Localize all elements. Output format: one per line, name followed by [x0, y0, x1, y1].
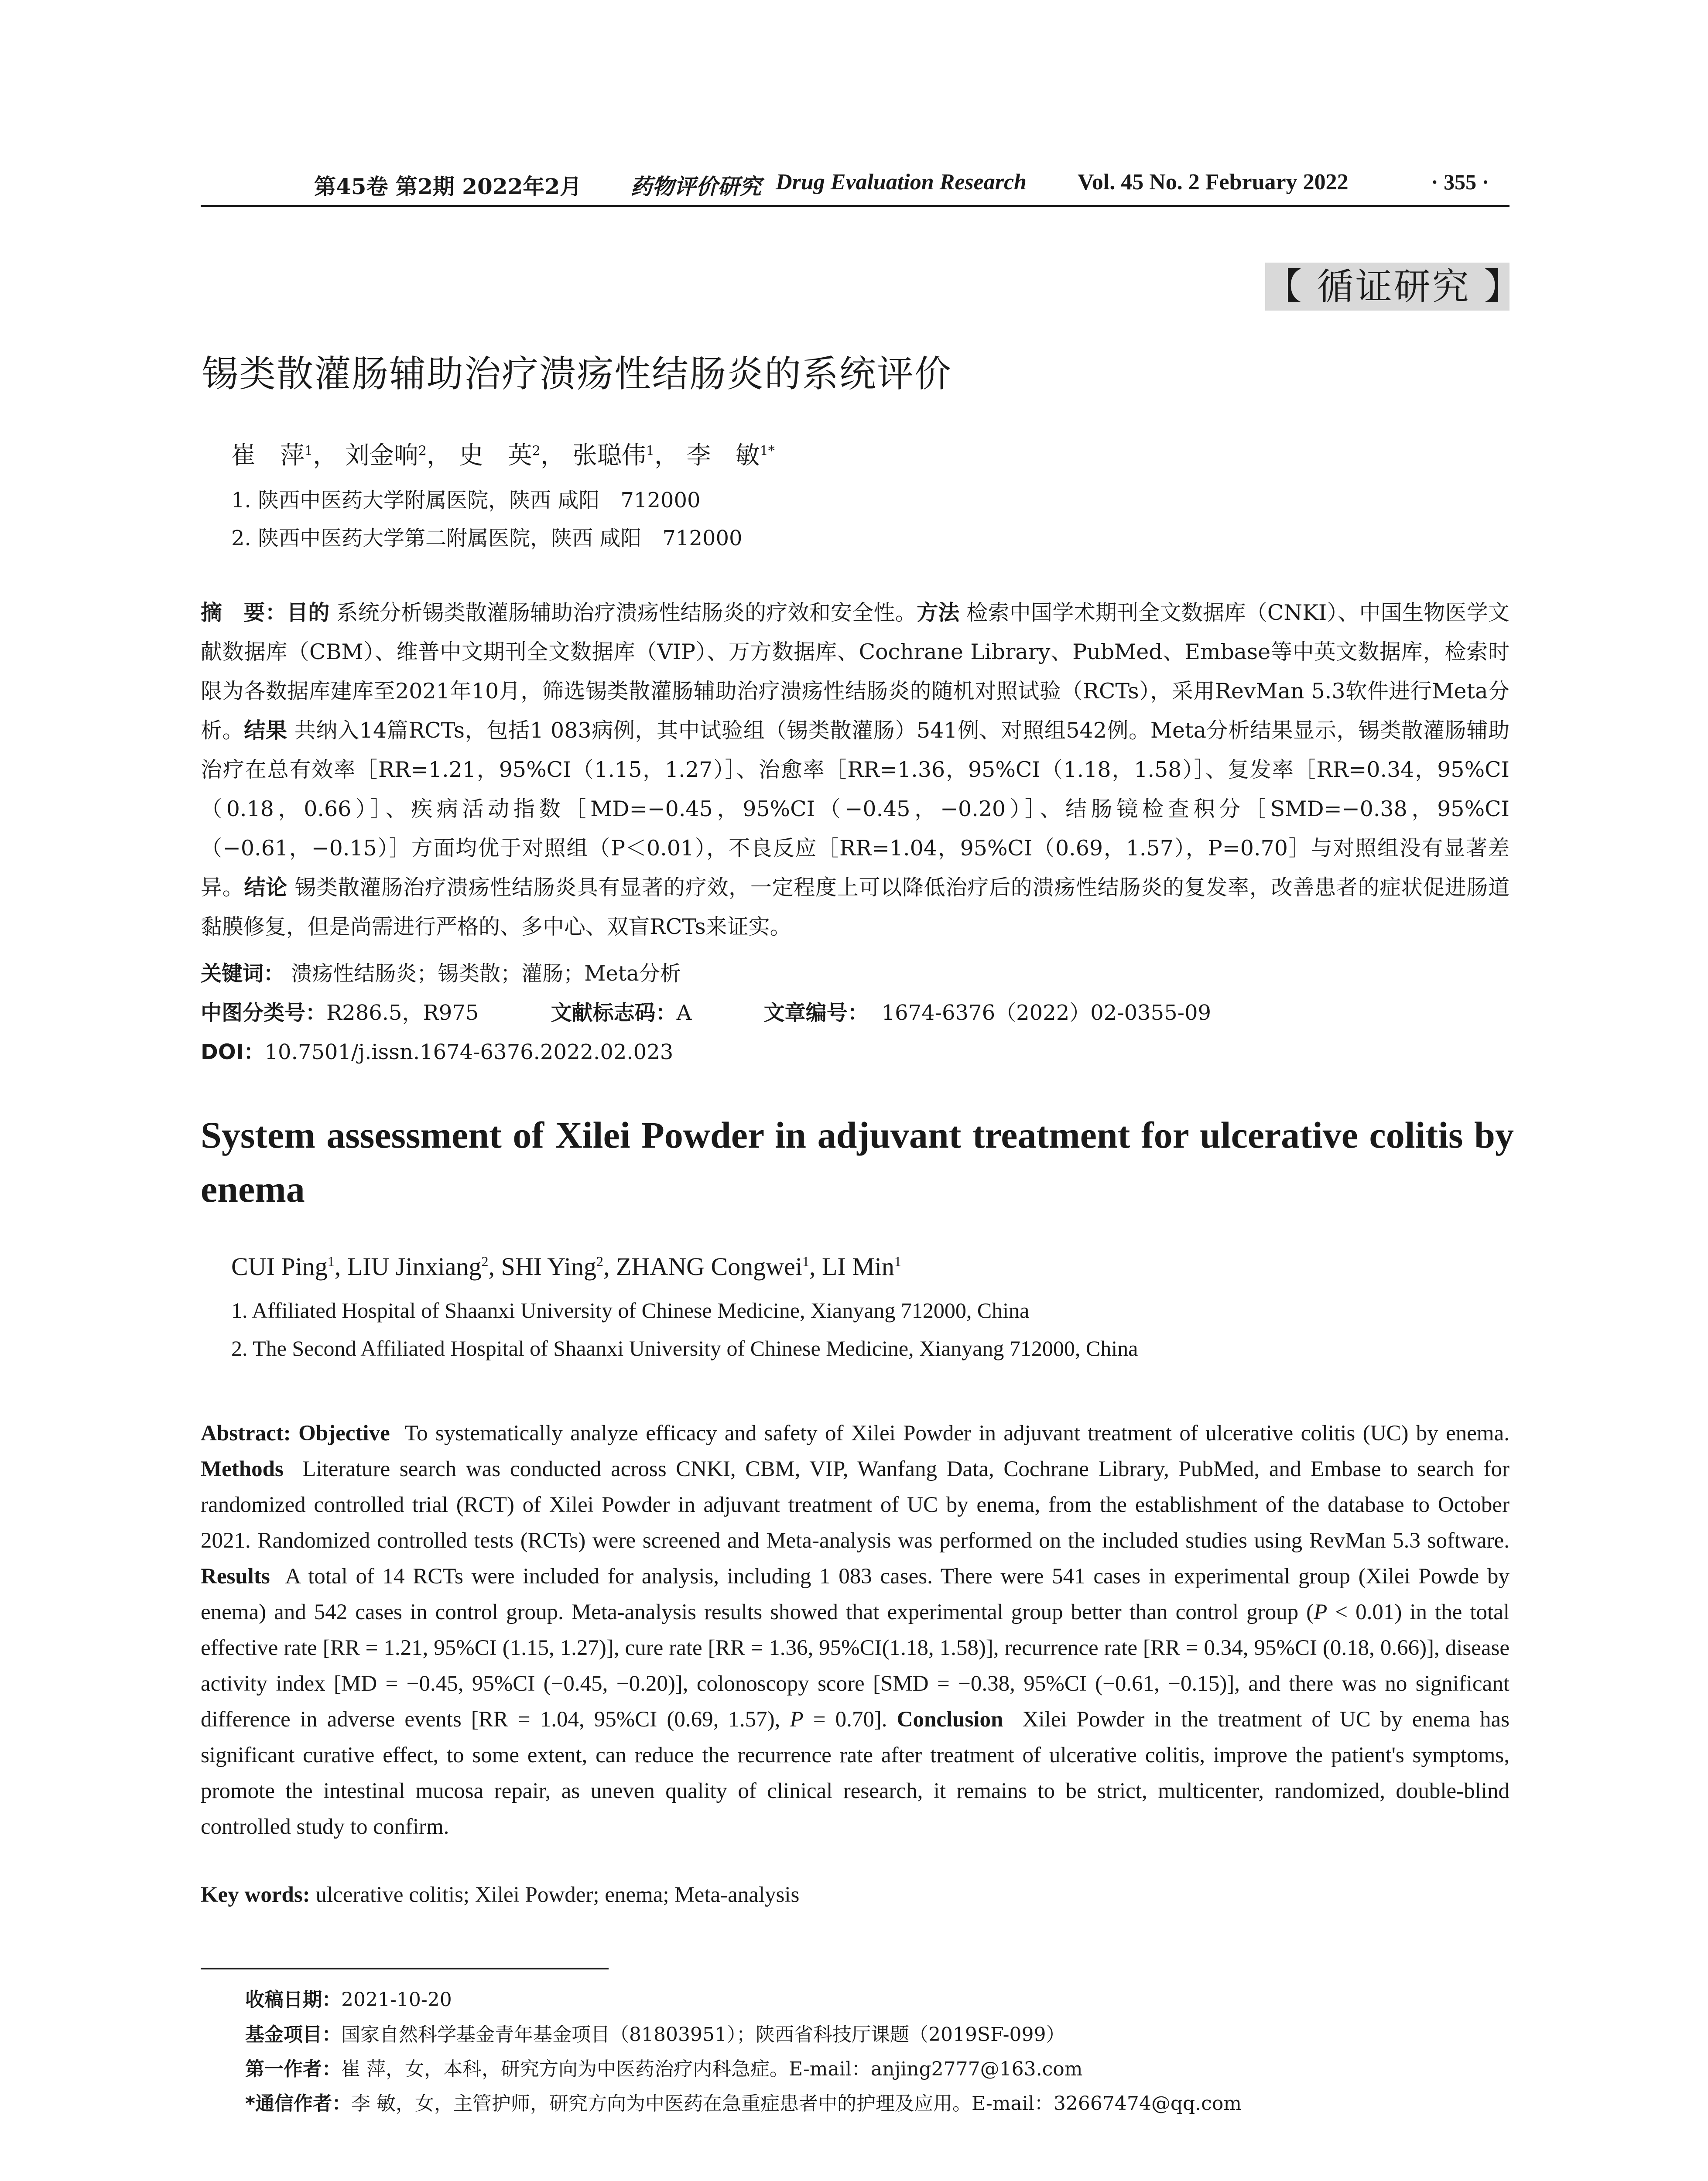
cn-abstract-label: 摘 要： [201, 600, 287, 625]
journal-logo-cn: 药物评价研究 [630, 174, 761, 199]
en-keywords-label: Key words: [201, 1883, 310, 1907]
cn-results-label: 结果 [244, 718, 288, 743]
footnote-first-author [245, 2053, 1082, 2081]
first-author-value: 崔 萍，女，本科，研究方向为中医药治疗内科急症。E-mail：anjing2777@163.com [341, 2058, 1083, 2080]
doi-label: DOI： [201, 1040, 265, 1064]
en-author: CUI Ping [231, 1252, 328, 1281]
cn-results-text: 共纳入14篇RCTs，包括1 083病例，其中试验组（锡类散灌肠）541例、对照组542例。Meta分析结果显示，锡类散灌肠辅助治疗在总有效率［RR=1.21，95%CI（1.15，1.27）］、治愈率［RR=1.36，95%CI（1.18，1.58）］、复发率［RR=0.34，95%CI（0.18，0.66）］、疾病活动指数［MD=−0.45，95%CI（−0.45，−0.20）］、结肠镜检查积分［SMD=−0.38，95%CI（−0.61，−0.15）］方面均优于对照组（P＜0.01），不良反应［RR=1.04，95%CI（0.69，1.57），P=0.70］与对照组没有显著差异。 [201, 718, 1509, 900]
en-affiliation-1: 1. Affiliated Hospital of Shaanxi University of Chinese Medicine, Xianyang 712000, China [231, 1298, 1030, 1323]
en-abstract-label: Abstract: [201, 1421, 291, 1446]
en-affiliation-2: 2. The Second Affiliated Hospital of Shaanxi University of Chinese Medicine, Xianyang 712000, China [231, 1336, 1138, 1361]
running-header [201, 169, 1518, 204]
article-no-value: 1674-6376（2022）02-0355-09 [881, 1001, 1212, 1025]
en-conclusion-text: Xilei Powder in the treatment of UC by enema has significant curative effect, to some extent, can reduce the recurrence rate after treatment of ulcerative colitis, improve the patient's symptoms, promote the intestinal mucosa repair, as uneven quality of clinical research, it remains to be strict, multicenter, randomized, double-blind controlled study to confirm. [201, 1707, 1510, 1839]
en-author-sup: 1 [802, 1253, 809, 1269]
en-objective-text: To systematically analyze efficacy and safety of Xilei Powder in adjuvant treatment of ulcerative colitis (UC) by enema. [404, 1421, 1509, 1446]
cn-keywords: 溃疡性结肠炎；锡类散；灌肠；Meta分析 [291, 961, 681, 986]
cn-author-sup: 1 [646, 443, 654, 459]
cn-classification-line [201, 996, 1211, 1026]
en-author-sup: 2 [596, 1253, 604, 1269]
corresponding-label: *通信作者： [245, 2092, 352, 2115]
en-author: LI Min [821, 1252, 894, 1281]
cn-abstract [201, 593, 1509, 947]
en-author-sup: 1 [894, 1253, 901, 1269]
received-label: 收稿日期： [245, 1989, 341, 2011]
cn-conclusion-label: 结论 [244, 875, 288, 900]
footnote-received [245, 1984, 452, 2012]
doc-code-label: 文献标志码： [551, 1001, 677, 1025]
cn-author: 史 英 [459, 441, 532, 470]
fund-label: 基金项目： [245, 2024, 341, 2046]
doi-value: 10.7501/j.issn.1674-6376.2022.02.023 [264, 1040, 674, 1064]
section-tag: 【 循证研究 】 [1265, 263, 1509, 311]
en-author: LIU Jinxiang [347, 1252, 482, 1281]
header-page-number: · 355 · [1431, 170, 1489, 194]
en-methods-text: Literature search was conducted across CNKI, CBM, VIP, Wanfang Data, Cochrane Library, PubMed, and Embase to search for randomized controlled trial (RCT) of Xilei Powder in adjuvant treatment of UC by enema, from the establishment of the database to October 2021. Randomized controlled tests (RCTs) were screened and Meta-analysis was performed on the included studies using RevMan 5.3 software. [201, 1457, 1509, 1553]
cn-author-sup: 2 [532, 443, 541, 459]
en-title: System assessment of Xilei Powder in adjuvant treatment for ulcerative colitis by enema [201, 1114, 1514, 1210]
header-rule [201, 205, 1509, 207]
cn-keywords-line [201, 957, 681, 987]
en-results-text-b: < 0.01) in the total effective rate [RR = 1.21, 95%CI (1.15, 1.27)], cure rate [RR = 1.36, 95%CI(1.18, 1.58)], recurrence rate [RR = 0.34, 95%CI (0.18, 0.66)], disease activity index [MD = −0.45, 95%CI (−0.45, −0.20)], colonoscopy score [SMD = −0.38, 95%CI (−0.61, −0.15)], and there was no significant difference in adverse events [RR = 1.04, 95%CI (0.69, 1.57), [201, 1600, 1509, 1732]
header-journal-en: Drug Evaluation Research [776, 170, 1027, 195]
fund-value: 国家自然科学基金青年基金项目（81803951）；陕西省科技厅课题（2019SF-099） [341, 2024, 1065, 2046]
en-results-p: P [1314, 1600, 1328, 1624]
cn-author: 张聪伟 [572, 441, 646, 470]
cn-author: 崔 萍 [231, 441, 305, 470]
en-conclusion-label: Conclusion [897, 1707, 1003, 1732]
header-volume-cn: 第45卷 第2期 2022年2月 [314, 174, 582, 199]
corresponding-value: 李 敏，女，主管护师，研究方向为中医药在急重症患者中的护理及应用。E-mail：32667474@qq.com [351, 2092, 1242, 2115]
en-author-sup: 2 [481, 1253, 489, 1269]
cn-author: 刘金响 [345, 441, 418, 470]
cn-author-sup: 1 [305, 443, 313, 459]
en-author: SHI Ying [501, 1252, 597, 1281]
cn-objective-text: 系统分析锡类散灌肠辅助治疗溃疡性结肠炎的疗效和安全性。 [336, 600, 917, 625]
cn-title: 锡类散灌肠辅助治疗溃疡性结肠炎的系统评价 [202, 352, 952, 395]
doi-line [201, 1035, 673, 1065]
en-results-text-a: A total of 14 RCTs were included for analysis, including 1 083 cases. There were 541 cases in experimental group (Xilei Powde by enema) and 542 cases in control group. Meta-analysis results showed that experimental group better than control group ( [201, 1564, 1509, 1624]
en-results-label: Results [201, 1564, 270, 1589]
cn-affiliation-1: 1. 陕西中医药大学附属医院，陕西 咸阳 712000 [231, 488, 701, 513]
clc-value: R286.5，R975 [326, 1001, 479, 1025]
en-results-text-c: = 0.70]. [803, 1707, 887, 1732]
en-methods-label: Methods [201, 1457, 284, 1481]
footnote-rule [201, 1968, 609, 1969]
cn-authors: 崔 萍$^1$， 刘金响$^2$， 史 英$^2$， 张聪伟$^1$， 李 敏$^{1*}$ [231, 441, 775, 470]
cn-methods-text: 检索中国学术期刊全文数据库（CNKI）、中国生物医学文献数据库（CBM）、维普中文期刊全文数据库（VIP）、万方数据库、Cochrane Library、PubMed、Embase等中英文数据库，检索时限为各数据库建库至2021年10月，筛选锡类散灌肠辅助治疗溃疡性结肠炎的随机对照试验（RCTs），采用RevMan 5.3软件进行Meta分析。 [201, 600, 1509, 743]
cn-methods-label: 方法 [917, 600, 960, 625]
cn-affiliation-2: 2. 陕西中医药大学第二附属医院，陕西 咸阳 712000 [231, 526, 743, 550]
en-author-sup: 1 [327, 1253, 335, 1269]
en-keywords-line [201, 1882, 799, 1908]
header-volume-en: Vol. 45 No. 2 February 2022 [1078, 170, 1349, 195]
cn-objective-label: 目的 [287, 600, 330, 625]
footnote-corresponding [245, 2088, 1242, 2116]
clc-label: 中图分类号： [201, 1001, 327, 1025]
footnote-fund [245, 2019, 1065, 2047]
doc-code-value: A [676, 1001, 692, 1025]
en-author: ZHANG Congwei [616, 1252, 802, 1281]
cn-author-sup: 2 [418, 443, 427, 459]
received-value: 2021-10-20 [341, 1989, 452, 2011]
article-no-label: 文章编号： [763, 1001, 869, 1025]
en-objective-label: Objective [298, 1421, 390, 1446]
en-abstract [201, 1415, 1509, 1845]
cn-keywords-label: 关键词： [201, 961, 285, 986]
en-keywords: ulcerative colitis; Xilei Powder; enema; Meta-analysis [315, 1883, 800, 1907]
cn-conclusion-text: 锡类散灌肠治疗溃疡性结肠炎具有显著的疗效，一定程度上可以降低治疗后的溃疡性结肠炎的复发率，改善患者的症状促进肠道黏膜修复，但是尚需进行严格的、多中心、双盲RCTs来证实。 [201, 875, 1509, 939]
first-author-label: 第一作者： [245, 2058, 341, 2080]
en-authors: CUI Ping$^1$, LIU Jinxiang$^2$, SHI Ying$^2$, ZHANG Congwei$^1$, LI Min$^1$ [231, 1252, 901, 1281]
cn-author-sup: 1* [760, 443, 775, 459]
en-results-p2: P [790, 1707, 804, 1732]
cn-author: 李 敏 [686, 441, 760, 470]
